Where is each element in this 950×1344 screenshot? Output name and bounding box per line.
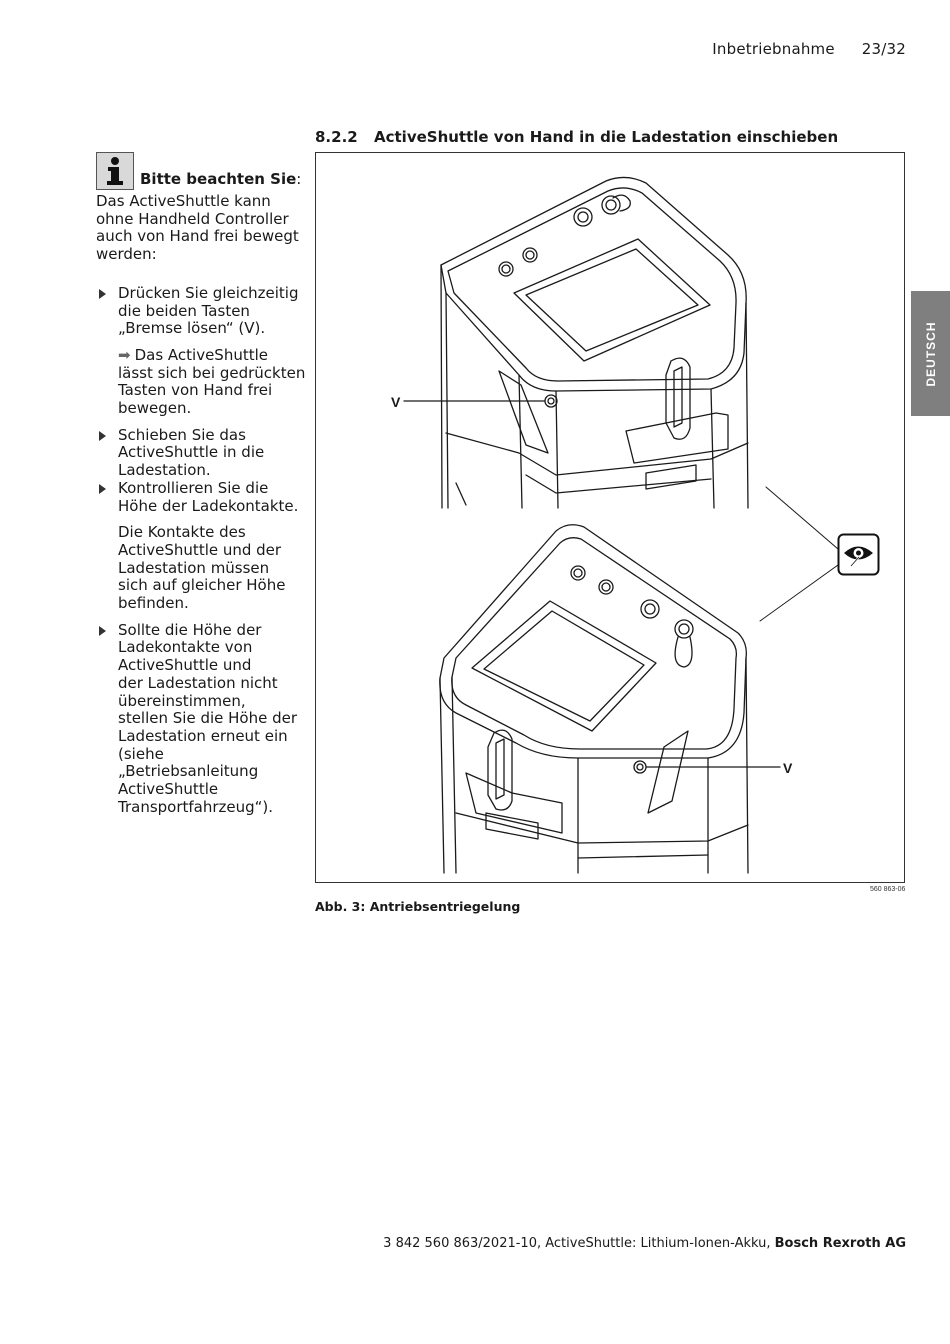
language-tab-label: DEUTSCH [923,320,938,387]
figure-caption: Abb. 3: Antriebsentriegelung [315,899,521,914]
eye-icon [837,533,880,576]
shuttle-illustration [316,153,904,882]
figure-frame [315,152,905,883]
instruction-column [96,193,308,817]
language-tab [911,291,950,416]
bullet-triangle-icon [99,626,106,636]
step-info: Die Kontakte des ActiveShuttle und der Ladestation müssen sich auf gleicher Höhe befinden. [118,523,286,613]
step-push-into-station: Schieben Sie das ActiveShuttle in die Ladestation. [96,427,308,480]
note-heading: Bitte beachten Sie: [140,170,302,188]
section-heading [315,128,838,146]
section-number: 8.2.2 [315,128,358,146]
page-number: 23/32 [861,40,906,58]
note-text: Das ActiveShuttle kann ohne Handheld Controller auch von Hand frei bewegt werden: [96,192,299,264]
lower-shuttle-drawing [440,525,780,873]
upper-shuttle-drawing [404,177,748,508]
brake-label-top: V [391,394,401,410]
step-check-contact-height: Kontrollieren Sie die Höhe der Ladekontakte. [96,480,308,515]
bullet-triangle-icon [99,484,106,494]
footer-company: Bosch Rexroth AG [774,1236,906,1251]
figure-id: 560 863-06 [870,886,906,893]
result-arrow-icon: ➡ [118,345,131,364]
section-title: ActiveShuttle von Hand in die Ladestation einschieben [374,128,839,146]
footer-document: 3 842 560 863/2021-10, ActiveShuttle: Lithium-Ionen-Akku, [383,1236,771,1251]
note-title: Bitte beachten Sie [140,170,297,188]
step-adjust-height: Sollte die Höhe der Ladekontakte von ActiveShuttle und der Ladestation nicht übereinstimmen, stellen Sie die Höhe der Ladestation erneut ein (siehe „Betriebsanleitung ActiveShuttle Transportfahrzeug“). [96,622,308,817]
brake-label-bottom: V [783,760,793,776]
step-result: ➡ Das ActiveShuttle lässt sich bei gedrückten Tasten von Hand frei bewegen. [118,345,306,418]
info-icon [96,152,134,190]
bullet-triangle-icon [99,431,106,441]
header-section: Inbetriebnahme [712,40,835,58]
page-header [712,40,906,58]
bullet-triangle-icon [99,289,106,299]
page-footer [383,1236,906,1251]
step-press-brake-release: Drücken Sie gleichzeitig die beiden Tasten „Bremse lösen“ (V). [96,285,308,338]
